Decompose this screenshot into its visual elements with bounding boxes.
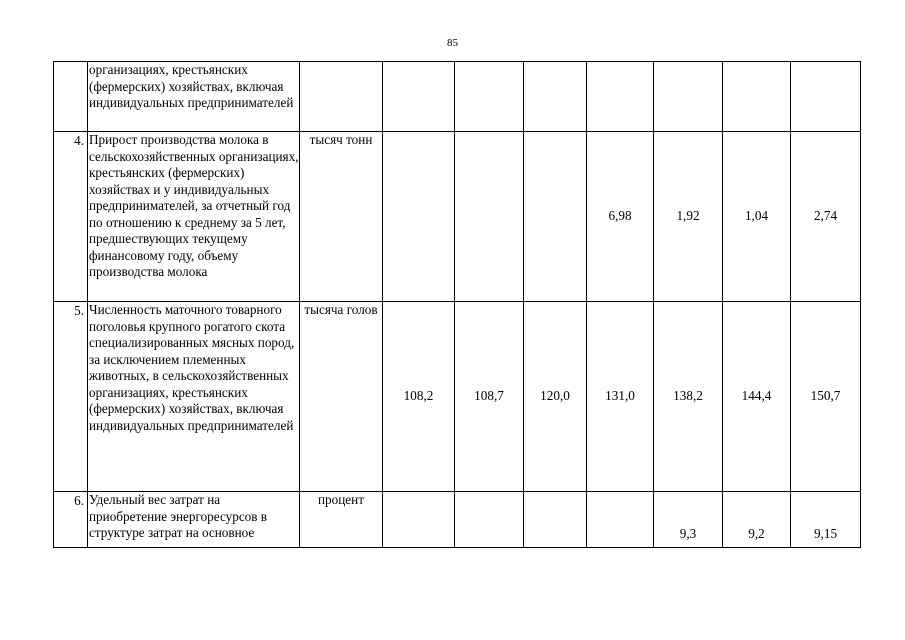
value-cell: 131,0 [587,302,654,492]
value-cell [587,62,654,132]
value-cell: 144,4 [723,302,791,492]
value-cell [723,62,791,132]
value-cell: 9,2 [723,492,791,548]
value-cell [524,62,587,132]
value-cell [524,132,587,302]
indicator-name-cell: организациях, крестьянских (фермерских) хозяйствах, включая индивидуальных предпринимателей [88,62,300,132]
value-cell: 2,74 [791,132,861,302]
value-cell: 9,15 [791,492,861,548]
indicators-table [53,61,861,548]
value-cell [455,132,524,302]
value-cell [455,62,524,132]
value-cell [383,62,455,132]
row-number-cell [54,62,88,132]
row-number-cell: 5. [54,302,88,492]
unit-cell: тысяч тонн [300,132,383,302]
value-cell [791,62,861,132]
indicator-name-cell: Удельный вес затрат на приобретение энергоресурсов в структуре затрат на основное [88,492,300,548]
value-cell [524,492,587,548]
value-cell: 9,3 [654,492,723,548]
unit-cell: тысяча голов [300,302,383,492]
row-number-cell: 4. [54,132,88,302]
value-cell: 150,7 [791,302,861,492]
value-cell [455,492,524,548]
table-row [54,62,861,132]
value-cell [383,492,455,548]
table-row [54,302,861,492]
value-cell [654,62,723,132]
indicator-name-cell: Прирост производства молока в сельскохозяйственных организациях, крестьянских (фермерских) хозяйствах и у индивидуальных предпринимателей, за отчетный год по отношению к среднему за 5 лет, предшествующих текущему финансовому году, объему производства молока [88,132,300,302]
value-cell: 108,7 [455,302,524,492]
page-number: 85 [447,37,458,49]
value-cell: 138,2 [654,302,723,492]
value-cell [587,492,654,548]
row-number-cell: 6. [54,492,88,548]
table-row [54,132,861,302]
value-cell: 108,2 [383,302,455,492]
value-cell [383,132,455,302]
value-cell: 1,92 [654,132,723,302]
value-cell: 120,0 [524,302,587,492]
indicator-name-cell: Численность маточного товарного поголовья крупного рогатого скота специализированных мясных пород, за исключением племенных животных, в сельскохозяйственных организациях, крестьянских (фермерских) хозяйствах, включая индивидуальных предпринимателей [88,302,300,492]
unit-cell: процент [300,492,383,548]
table-row [54,492,861,548]
value-cell: 1,04 [723,132,791,302]
value-cell: 6,98 [587,132,654,302]
unit-cell [300,62,383,132]
